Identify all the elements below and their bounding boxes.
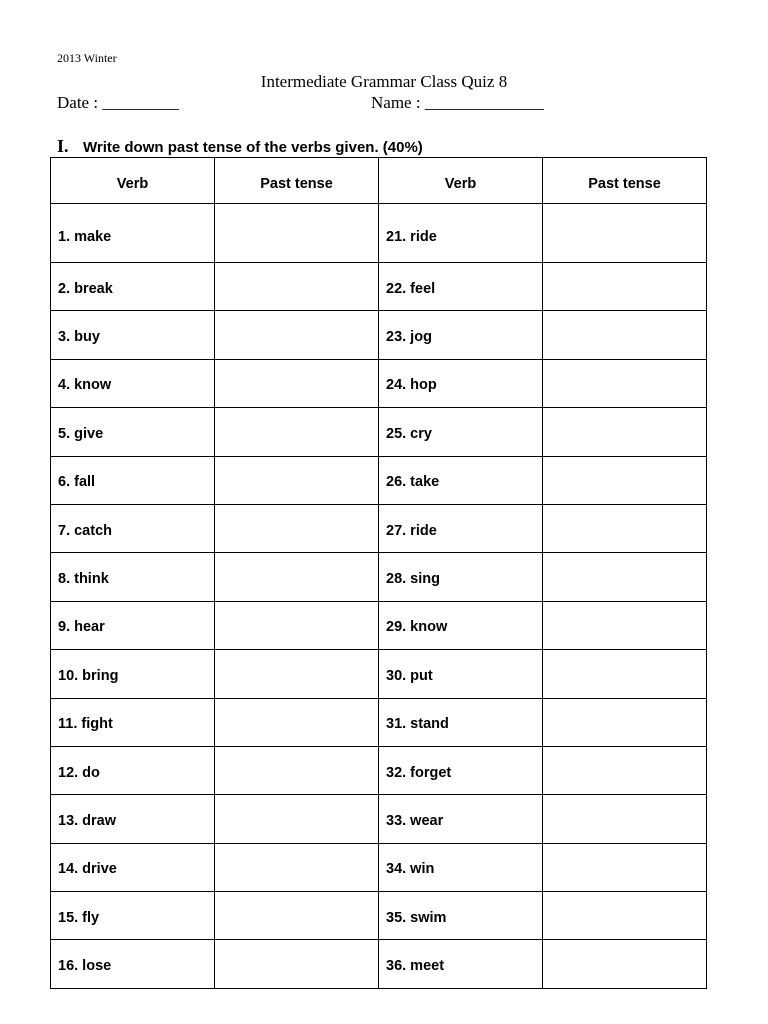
table-row [51,746,707,794]
past-tense-answer-cell[interactable] [215,746,379,794]
table-header-row [51,158,707,204]
verb-cell: 36. meet [379,940,543,988]
verb-cell: 14. drive [51,843,215,891]
term-label: 2013 Winter [57,51,117,65]
verb-cell: 10. bring [51,650,215,698]
past-tense-answer-cell[interactable] [215,204,379,263]
table-row [51,795,707,843]
table-row [51,311,707,359]
table-row [51,940,707,988]
past-tense-answer-cell[interactable] [543,746,707,794]
section-instruction: Write down past tense of the verbs given. (40%) [83,139,423,156]
table-row [51,359,707,407]
past-tense-answer-cell[interactable] [215,553,379,601]
past-tense-answer-cell[interactable] [543,698,707,746]
verb-cell: 24. hop [379,359,543,407]
table-row [51,601,707,649]
past-tense-answer-cell[interactable] [543,892,707,940]
verb-cell: 3. buy [51,311,215,359]
verb-cell: 15. fly [51,892,215,940]
past-tense-answer-cell[interactable] [215,601,379,649]
past-tense-answer-cell[interactable] [215,843,379,891]
verb-cell: 23. jog [379,311,543,359]
quiz-title: Intermediate Grammar Class Quiz 8 [260,72,508,91]
name-field: Name : ______________ [371,93,544,112]
verb-cell: 11. fight [51,698,215,746]
verb-table [50,157,707,989]
verb-cell: 22. feel [379,263,543,311]
past-tense-answer-cell[interactable] [215,504,379,552]
past-tense-answer-cell[interactable] [215,892,379,940]
past-tense-answer-cell[interactable] [215,698,379,746]
past-tense-answer-cell[interactable] [543,311,707,359]
past-tense-answer-cell[interactable] [215,456,379,504]
verb-cell: 21. ride [379,204,543,263]
table-row [51,553,707,601]
verb-cell: 28. sing [379,553,543,601]
verb-cell: 6. fall [51,456,215,504]
table-row [51,408,707,456]
past-tense-answer-cell[interactable] [543,504,707,552]
past-tense-answer-cell[interactable] [543,204,707,263]
verb-cell: 29. know [379,601,543,649]
verb-cell: 7. catch [51,504,215,552]
past-tense-answer-cell[interactable] [215,795,379,843]
verb-cell: 30. put [379,650,543,698]
date-field: Date : _________ [57,93,179,112]
verb-cell: 32. forget [379,746,543,794]
past-tense-answer-cell[interactable] [543,650,707,698]
verb-cell: 1. make [51,204,215,263]
past-tense-answer-cell[interactable] [543,795,707,843]
table-row [51,504,707,552]
table-row [51,456,707,504]
past-tense-answer-cell[interactable] [215,359,379,407]
verb-cell: 5. give [51,408,215,456]
verb-cell: 31. stand [379,698,543,746]
column-header-past-tense: Past tense [543,158,707,204]
verb-cell: 25. cry [379,408,543,456]
table-row [51,698,707,746]
past-tense-answer-cell[interactable] [543,359,707,407]
verb-cell: 26. take [379,456,543,504]
verb-cell: 27. ride [379,504,543,552]
section-heading [57,136,423,157]
column-header-past-tense: Past tense [215,158,379,204]
verb-cell: 16. lose [51,940,215,988]
table-row [51,204,707,263]
verb-cell: 33. wear [379,795,543,843]
past-tense-answer-cell[interactable] [215,408,379,456]
verb-cell: 34. win [379,843,543,891]
past-tense-answer-cell[interactable] [543,263,707,311]
past-tense-answer-cell[interactable] [215,940,379,988]
verb-cell: 2. break [51,263,215,311]
past-tense-answer-cell[interactable] [215,311,379,359]
column-header-verb: Verb [51,158,215,204]
past-tense-answer-cell[interactable] [543,843,707,891]
table-row [51,843,707,891]
verb-cell: 9. hear [51,601,215,649]
table-row [51,263,707,311]
verb-cell: 8. think [51,553,215,601]
verb-cell: 12. do [51,746,215,794]
past-tense-answer-cell[interactable] [215,263,379,311]
verb-cell: 4. know [51,359,215,407]
verb-cell: 35. swim [379,892,543,940]
column-header-verb: Verb [379,158,543,204]
past-tense-answer-cell[interactable] [543,940,707,988]
table-row [51,892,707,940]
section-number: I. [57,136,69,156]
past-tense-answer-cell[interactable] [543,601,707,649]
past-tense-answer-cell[interactable] [543,408,707,456]
past-tense-answer-cell[interactable] [215,650,379,698]
table-row [51,650,707,698]
past-tense-answer-cell[interactable] [543,456,707,504]
past-tense-answer-cell[interactable] [543,553,707,601]
verb-cell: 13. draw [51,795,215,843]
